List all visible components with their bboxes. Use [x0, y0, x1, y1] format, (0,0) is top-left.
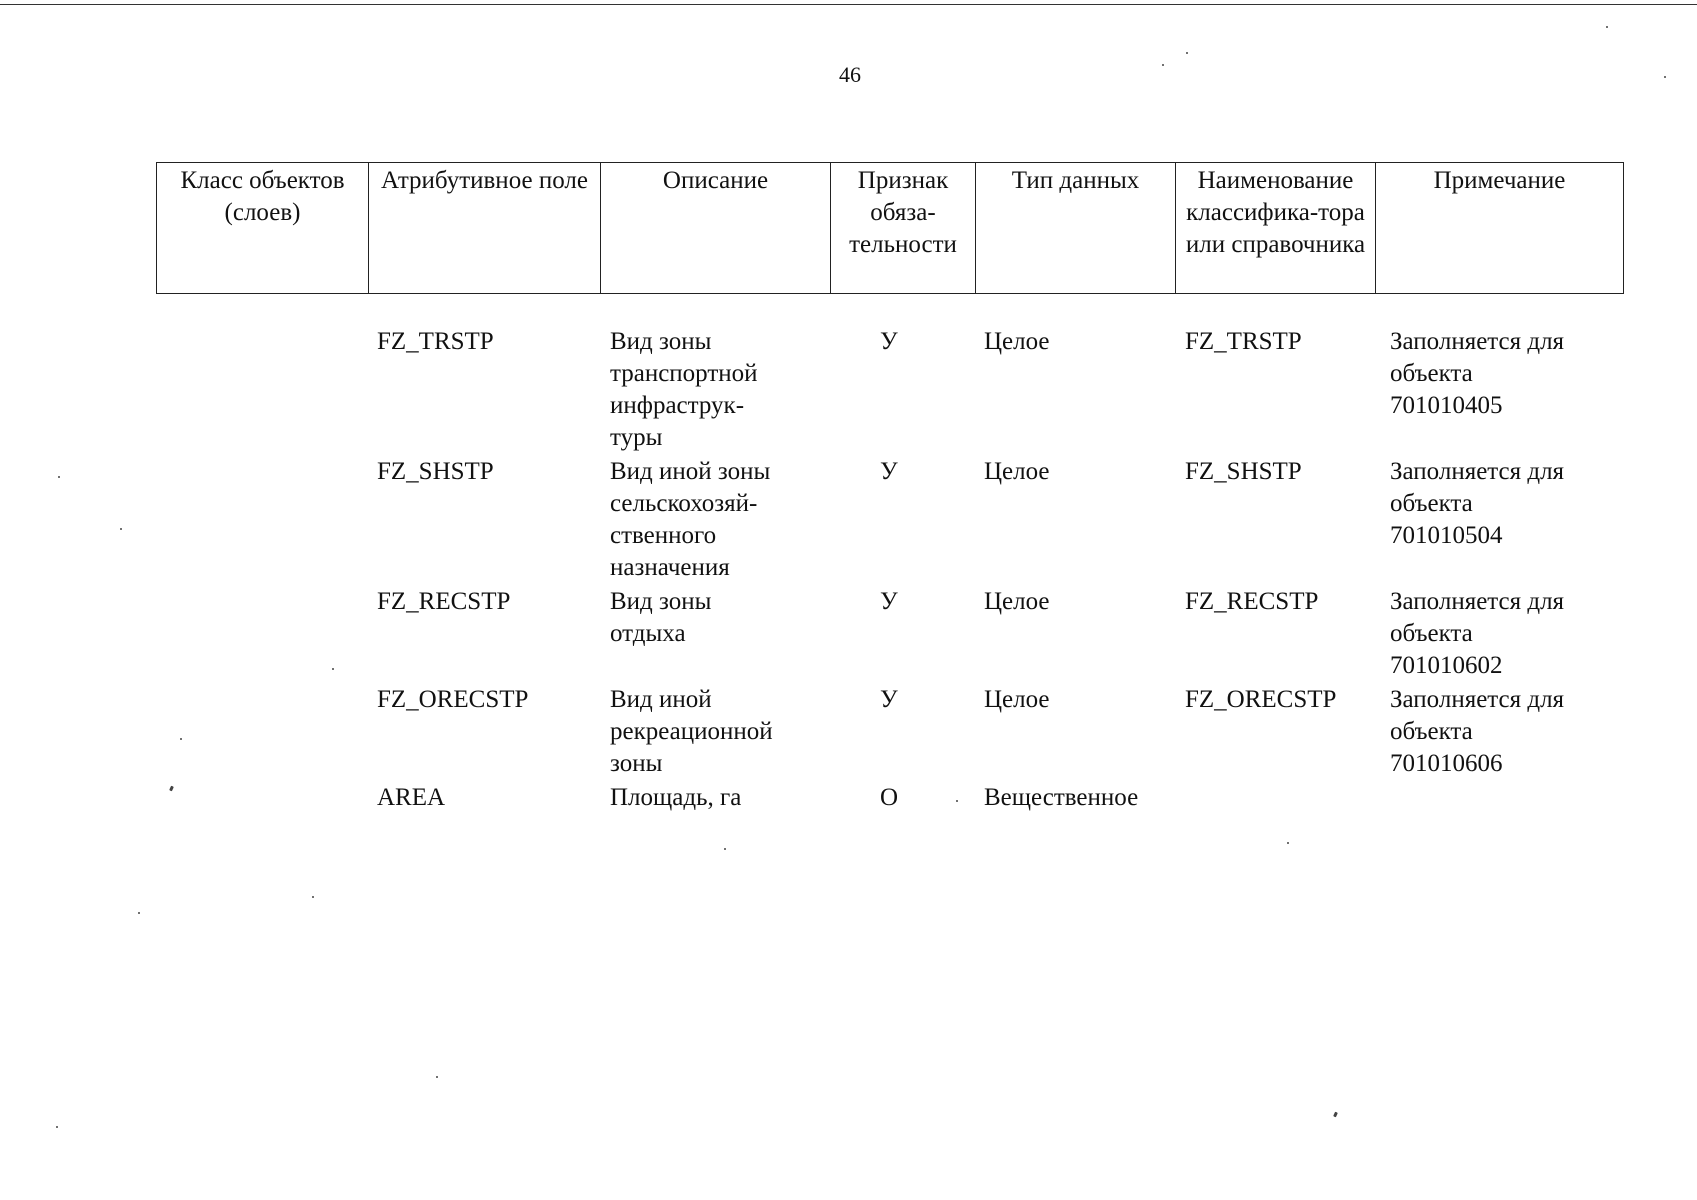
cell-note: Заполняется для объекта 701010602 — [1390, 588, 1565, 679]
scan-speck — [1333, 1112, 1338, 1118]
cell-description: Вид иной рекреационной зоны — [610, 686, 773, 777]
cell-data-type: Целое — [984, 328, 1050, 355]
cell-note: Заполняется для объекта 701010606 — [1390, 686, 1565, 777]
scan-speck — [332, 668, 334, 670]
scan-speck — [956, 800, 958, 802]
scan-speck — [312, 896, 314, 898]
scan-speck — [724, 848, 726, 850]
scan-speck — [1664, 76, 1666, 78]
cell-data-type: Вещественное — [984, 784, 1139, 811]
scan-speck — [1287, 842, 1289, 844]
page-number: 46 — [839, 62, 861, 87]
cell-required: О — [880, 784, 899, 811]
cell-field: FZ_TRSTP — [377, 328, 494, 355]
header-cell-description: Описание — [601, 163, 831, 294]
cell-classifier: FZ_ORECSTP — [1185, 686, 1337, 713]
scan-speck — [58, 476, 60, 478]
cell-data-type: Целое — [984, 686, 1050, 713]
scan-speck — [1162, 64, 1164, 66]
scan-speck — [1186, 52, 1188, 54]
scan-speck — [56, 1126, 58, 1128]
cell-data-type: Целое — [984, 458, 1050, 485]
header-cell-classifier: Наименование классифика-тора или справочника — [1176, 163, 1376, 294]
header-row — [157, 163, 1624, 294]
cell-classifier: FZ_TRSTP — [1185, 328, 1302, 355]
cell-required: У — [880, 588, 898, 615]
header-cell-required: Признак обяза-тельности — [831, 163, 976, 294]
scan-speck — [180, 738, 182, 740]
top-rule — [0, 4, 1697, 5]
cell-description: Вид иной зоны сельскохозяй- ственного назначения — [610, 458, 771, 581]
cell-data-type: Целое — [984, 588, 1050, 615]
header-cell-field: Атрибутивное поле — [369, 163, 601, 294]
scan-speck — [138, 912, 140, 914]
scan-speck — [436, 1076, 438, 1078]
scan-speck — [169, 786, 174, 792]
cell-description: Вид зоны отдыха — [610, 588, 712, 647]
cell-classifier: FZ_SHSTP — [1185, 458, 1302, 485]
table-header — [156, 162, 1624, 294]
cell-field: FZ_SHSTP — [377, 458, 494, 485]
cell-required: У — [880, 328, 898, 355]
header-cell-note: Примечание — [1376, 163, 1624, 294]
cell-required: У — [880, 686, 898, 713]
cell-description: Площадь, га — [610, 784, 742, 811]
cell-classifier: FZ_RECSTP — [1185, 588, 1319, 615]
header-cell-data-type: Тип данных — [976, 163, 1176, 294]
cell-field: FZ_ORECSTP — [377, 686, 529, 713]
scan-speck — [1606, 26, 1608, 28]
header-cell-class: Класс объектов (слоев) — [157, 163, 369, 294]
cell-note: Заполняется для объекта 701010405 — [1390, 328, 1565, 419]
cell-description: Вид зоны транспортной инфраструк- туры — [610, 328, 758, 451]
cell-field: AREA — [377, 784, 446, 811]
scan-speck — [120, 528, 122, 530]
cell-field: FZ_RECSTP — [377, 588, 511, 615]
cell-required: У — [880, 458, 898, 485]
cell-note: Заполняется для объекта 701010504 — [1390, 458, 1565, 549]
